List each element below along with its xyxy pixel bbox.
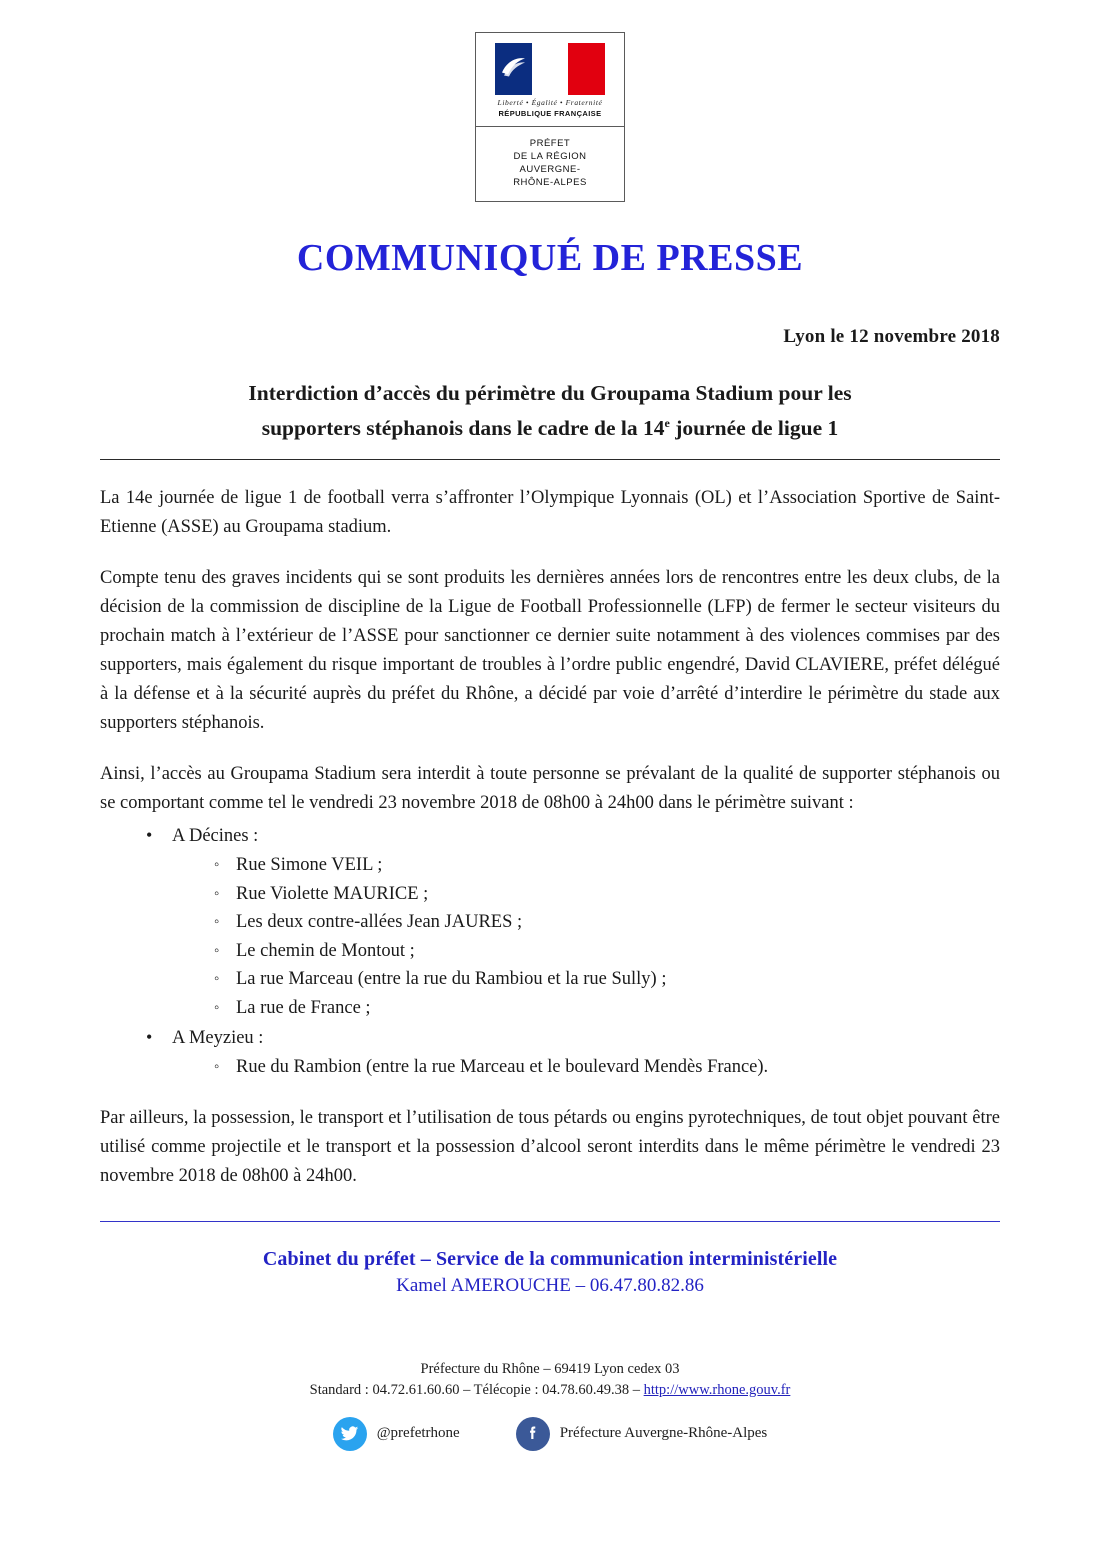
signature-block [100,1248,1000,1297]
subject-line-1: Interdiction d’accès du périmètre du Groupama Stadium pour les [248,381,852,405]
prefecture-line-1: PRÉFET [529,138,571,149]
subject-line-2-after: journée de ligue 1 [669,416,839,441]
list-item-street: ◦ Rue Violette MAURICE ; [210,880,1000,909]
street-list [172,1053,1000,1082]
paragraph-prohibitions: Par ailleurs, la possession, le transport et l’utilisation de tous pétards ou engins pyrotechniques, de tout objet pouvant être utilisé comme projectile et le transport et la possession d’alcool seront interdits dans le même périmètre le vendredi 23 novembre 2018 de 08h00 à 24h00. [100,1107,1000,1186]
twitter-link[interactable] [333,1417,460,1451]
twitter-handle: @prefetrhone [376,1425,460,1442]
dateline: Lyon le 12 novembre 2018 [783,326,1000,347]
footer-contacts [100,1380,1000,1401]
divider-top [100,459,1000,460]
signature-service: Cabinet du préfet – Service de la communication interministérielle [262,1247,838,1270]
divider-signature [100,1221,1000,1222]
paragraph-context: Compte tenu des graves incidents qui se sont produits les dernières années lors de rencontres entre les deux clubs, de la décision de la commission de discipline de la Ligue de Football Professionnelle (LFP) de fermer le secteur visiteurs du prochain match à l’extérieur de l’ASSE pour sanctionner ce dernier suite notamment à des violences commises par des supporters, mais également du risque important de troubles à l’ordre public engendré, David CLAVIERE, préfet délégué à la défense et à la sécurité auprès du préfet du Rhône, a décidé par voie d’arrêté d’interdire le périmètre du stade aux supporters stéphanois. [100,568,1000,734]
footer-phone-fax: Standard : 04.72.61.60.60 – Télécopie : 04.78.60.49.38 – [309,1381,644,1398]
paragraph-intro: La 14e journée de ligue 1 de football verra s’affronter l’Olympique Lyonnais (OL) et l’Association Sportive de Saint-Etienne (ASSE) au Groupama stadium. [100,488,1000,538]
letterhead [100,32,1000,202]
city-label: A Meyzieu : [172,1028,264,1049]
perimeter-list [100,822,1000,1082]
subject-ordinal: e [664,416,670,430]
list-item-street: ◦ Le chemin de Montout ; [210,937,1000,966]
signature-contact: Kamel AMEROUCHE – 06.47.80.82.86 [396,1274,704,1296]
prefecture-logo-box [475,32,625,202]
list-item-street: ◦ Rue Simone VEIL ; [210,851,1000,880]
facebook-link[interactable] [516,1417,768,1451]
footer-address: Préfecture du Rhône – 69419 Lyon cedex 03 [420,1360,680,1377]
list-item-street: ◦ Les deux contre-allées Jean JAURES ; [210,908,1000,937]
city-label: A Décines : [172,826,259,847]
republic-label: RÉPUBLIQUE FRANÇAISE [498,109,602,118]
street-list [172,851,1000,1022]
prefecture-line-2: DE LA RÉGION [513,151,587,162]
paragraph-perimeter-intro: Ainsi, l’accès au Groupama Stadium sera interdit à toute personne se prévalant de la qualité de supporter stéphanois ou se comportant comme tel le vendredi 23 novembre 2018 de 08h00 à 24h00 dans le périmètre suivant : [100,764,1000,814]
list-item-street: ◦ Rue du Rambion (entre la rue Marceau et le boulevard Mendès France). [210,1053,1000,1082]
list-item-city [138,822,1000,1022]
footer-website-link[interactable]: http://www.rhone.gouv.fr [643,1381,791,1398]
subject-line-2-before: supporters stéphanois dans le cadre de la 14 [261,416,665,441]
list-item-city [138,1024,1000,1082]
list-item-street: ◦ La rue de France ; [210,994,1000,1023]
subject-heading [115,378,985,443]
list-item-street: ◦ La rue Marceau (entre la rue du Rambiou et la rue Sully) ; [210,965,1000,994]
facebook-icon [516,1417,550,1451]
french-flag-icon [495,43,605,95]
prefecture-label [476,127,624,201]
prefecture-line-4: RHÔNE-ALPES [513,177,587,188]
page-footer [100,1359,1000,1451]
twitter-icon [333,1417,367,1451]
devise-text: Liberté • Égalité • Fraternité [497,98,603,107]
document-title: COMMUNIQUÉ DE PRESSE [296,237,804,279]
prefecture-line-3: AUVERGNE- [519,164,581,175]
social-links [100,1417,1000,1451]
republic-emblem [476,33,624,127]
facebook-handle: Préfecture Auvergne-Rhône-Alpes [559,1425,768,1442]
